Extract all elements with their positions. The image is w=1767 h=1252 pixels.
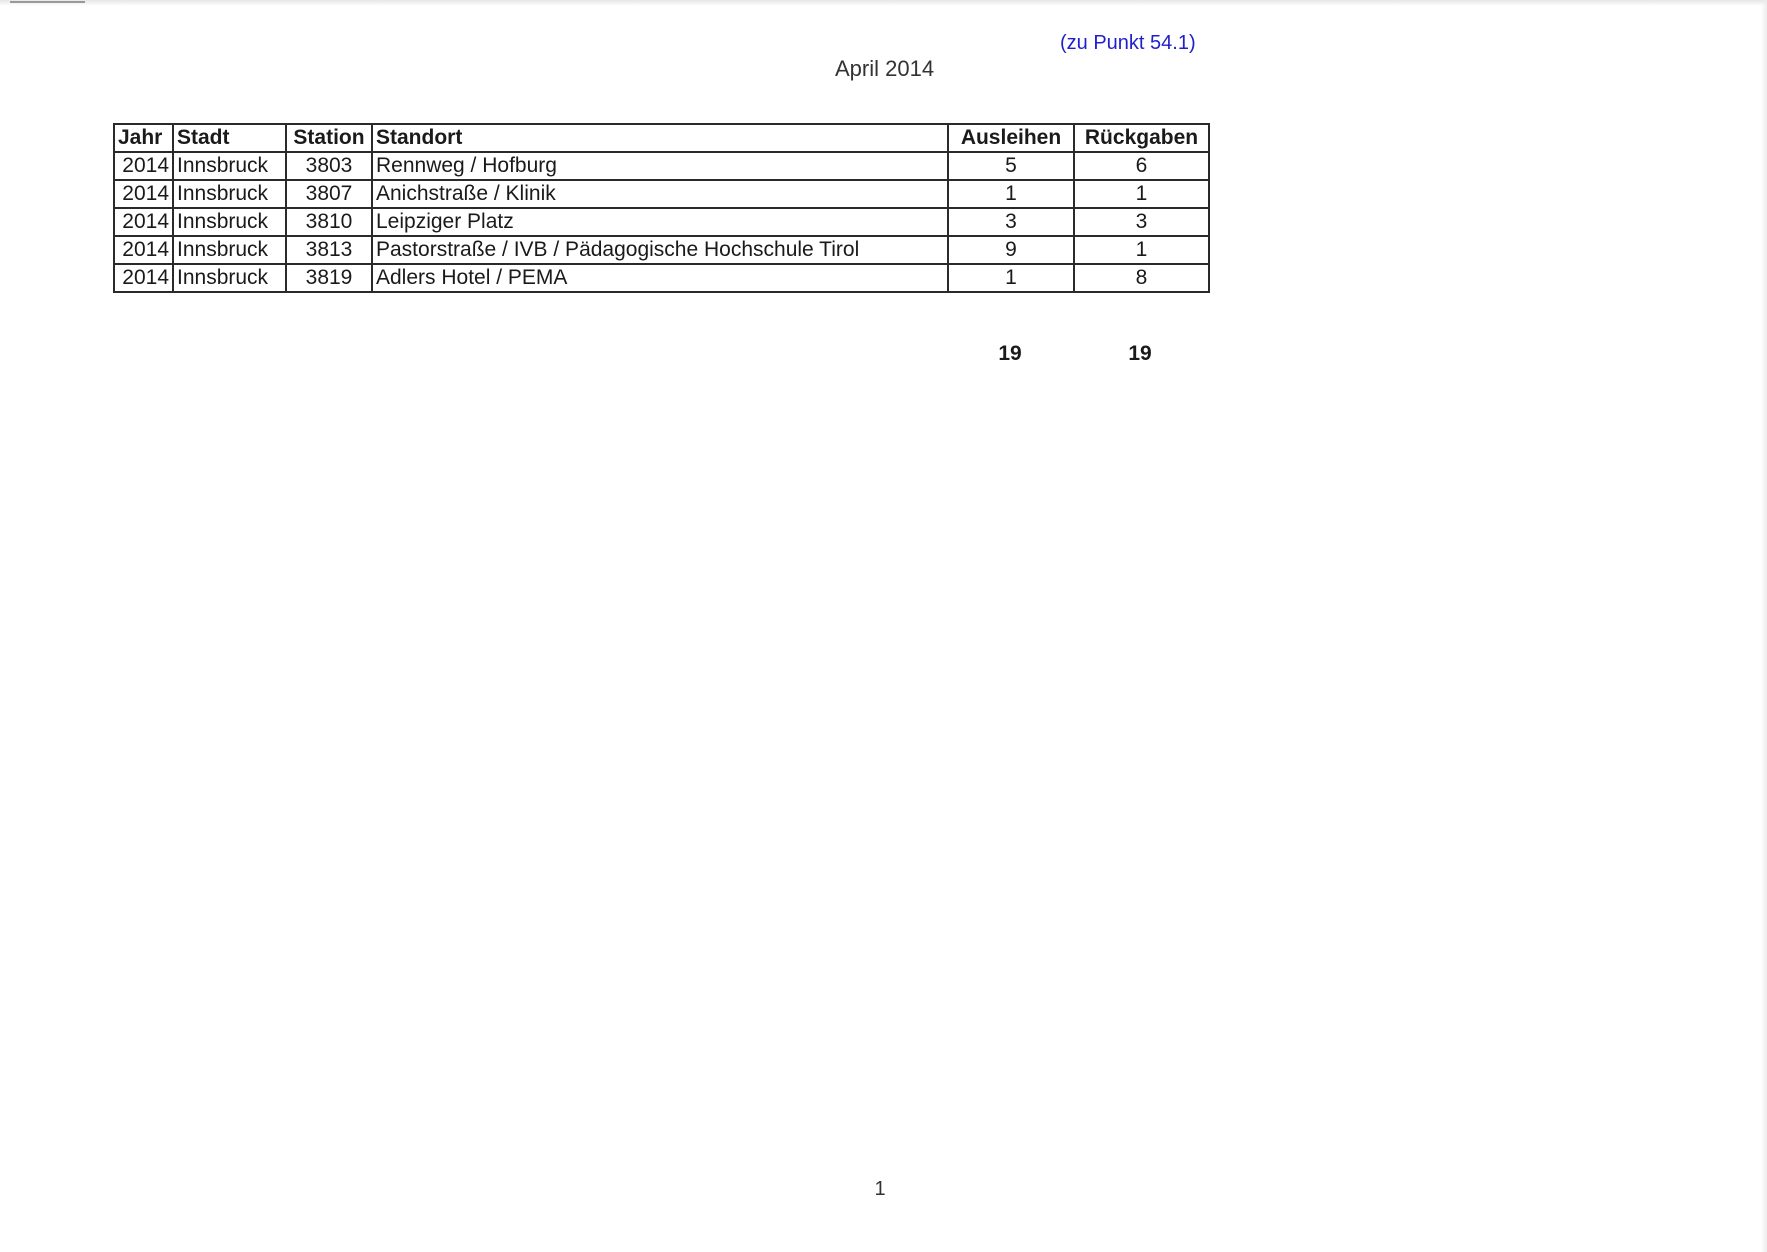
cell-stadt: Innsbruck xyxy=(173,208,286,236)
scan-mark xyxy=(10,1,85,3)
table-header-row xyxy=(114,124,1209,152)
cell-standort: Rennweg / Hofburg xyxy=(372,152,948,180)
table-row xyxy=(114,208,1209,236)
page-title: April 2014 xyxy=(835,56,935,81)
cell-rueckgaben: 1 xyxy=(1074,180,1209,208)
cell-station: 3807 xyxy=(286,180,372,208)
cell-ausleihen: 1 xyxy=(948,180,1074,208)
cell-rueckgaben: 6 xyxy=(1074,152,1209,180)
cell-station: 3803 xyxy=(286,152,372,180)
cell-ausleihen: 1 xyxy=(948,264,1074,292)
table-row xyxy=(114,180,1209,208)
scan-edge-top xyxy=(0,0,1767,6)
cell-jahr: 2014 xyxy=(114,264,173,292)
cell-standort: Anichstraße / Klinik xyxy=(372,180,948,208)
header-standort: Standort xyxy=(372,124,948,152)
header-jahr: Jahr xyxy=(114,124,173,152)
table-row xyxy=(114,264,1209,292)
cell-standort: Adlers Hotel / PEMA xyxy=(372,264,948,292)
cell-stadt: Innsbruck xyxy=(173,264,286,292)
cell-standort: Leipziger Platz xyxy=(372,208,948,236)
cell-rueckgaben: 1 xyxy=(1074,236,1209,264)
cell-station: 3819 xyxy=(286,264,372,292)
cell-stadt: Innsbruck xyxy=(173,152,286,180)
cell-jahr: 2014 xyxy=(114,152,173,180)
cell-jahr: 2014 xyxy=(114,236,173,264)
scan-edge-right xyxy=(1761,0,1767,1252)
header-ausleihen: Ausleihen xyxy=(948,124,1074,152)
cell-jahr: 2014 xyxy=(114,208,173,236)
table-row xyxy=(114,152,1209,180)
cell-ausleihen: 9 xyxy=(948,236,1074,264)
station-table xyxy=(113,123,1210,293)
cell-standort: Pastorstraße / IVB / Pädagogische Hochschule Tirol xyxy=(372,236,948,264)
cell-jahr: 2014 xyxy=(114,180,173,208)
cell-ausleihen: 5 xyxy=(948,152,1074,180)
cell-stadt: Innsbruck xyxy=(173,236,286,264)
cell-station: 3810 xyxy=(286,208,372,236)
cell-rueckgaben: 8 xyxy=(1074,264,1209,292)
reference-note: (zu Punkt 54.1) xyxy=(1060,32,1196,54)
total-rueckgaben: 19 xyxy=(1128,342,1152,365)
header-station: Station xyxy=(286,124,372,152)
cell-ausleihen: 3 xyxy=(948,208,1074,236)
page-number: 1 xyxy=(874,1178,886,1200)
cell-station: 3813 xyxy=(286,236,372,264)
cell-rueckgaben: 3 xyxy=(1074,208,1209,236)
cell-stadt: Innsbruck xyxy=(173,180,286,208)
total-ausleihen: 19 xyxy=(998,342,1022,365)
table-row xyxy=(114,236,1209,264)
header-rueckgaben: Rückgaben xyxy=(1074,124,1209,152)
header-stadt: Stadt xyxy=(173,124,286,152)
